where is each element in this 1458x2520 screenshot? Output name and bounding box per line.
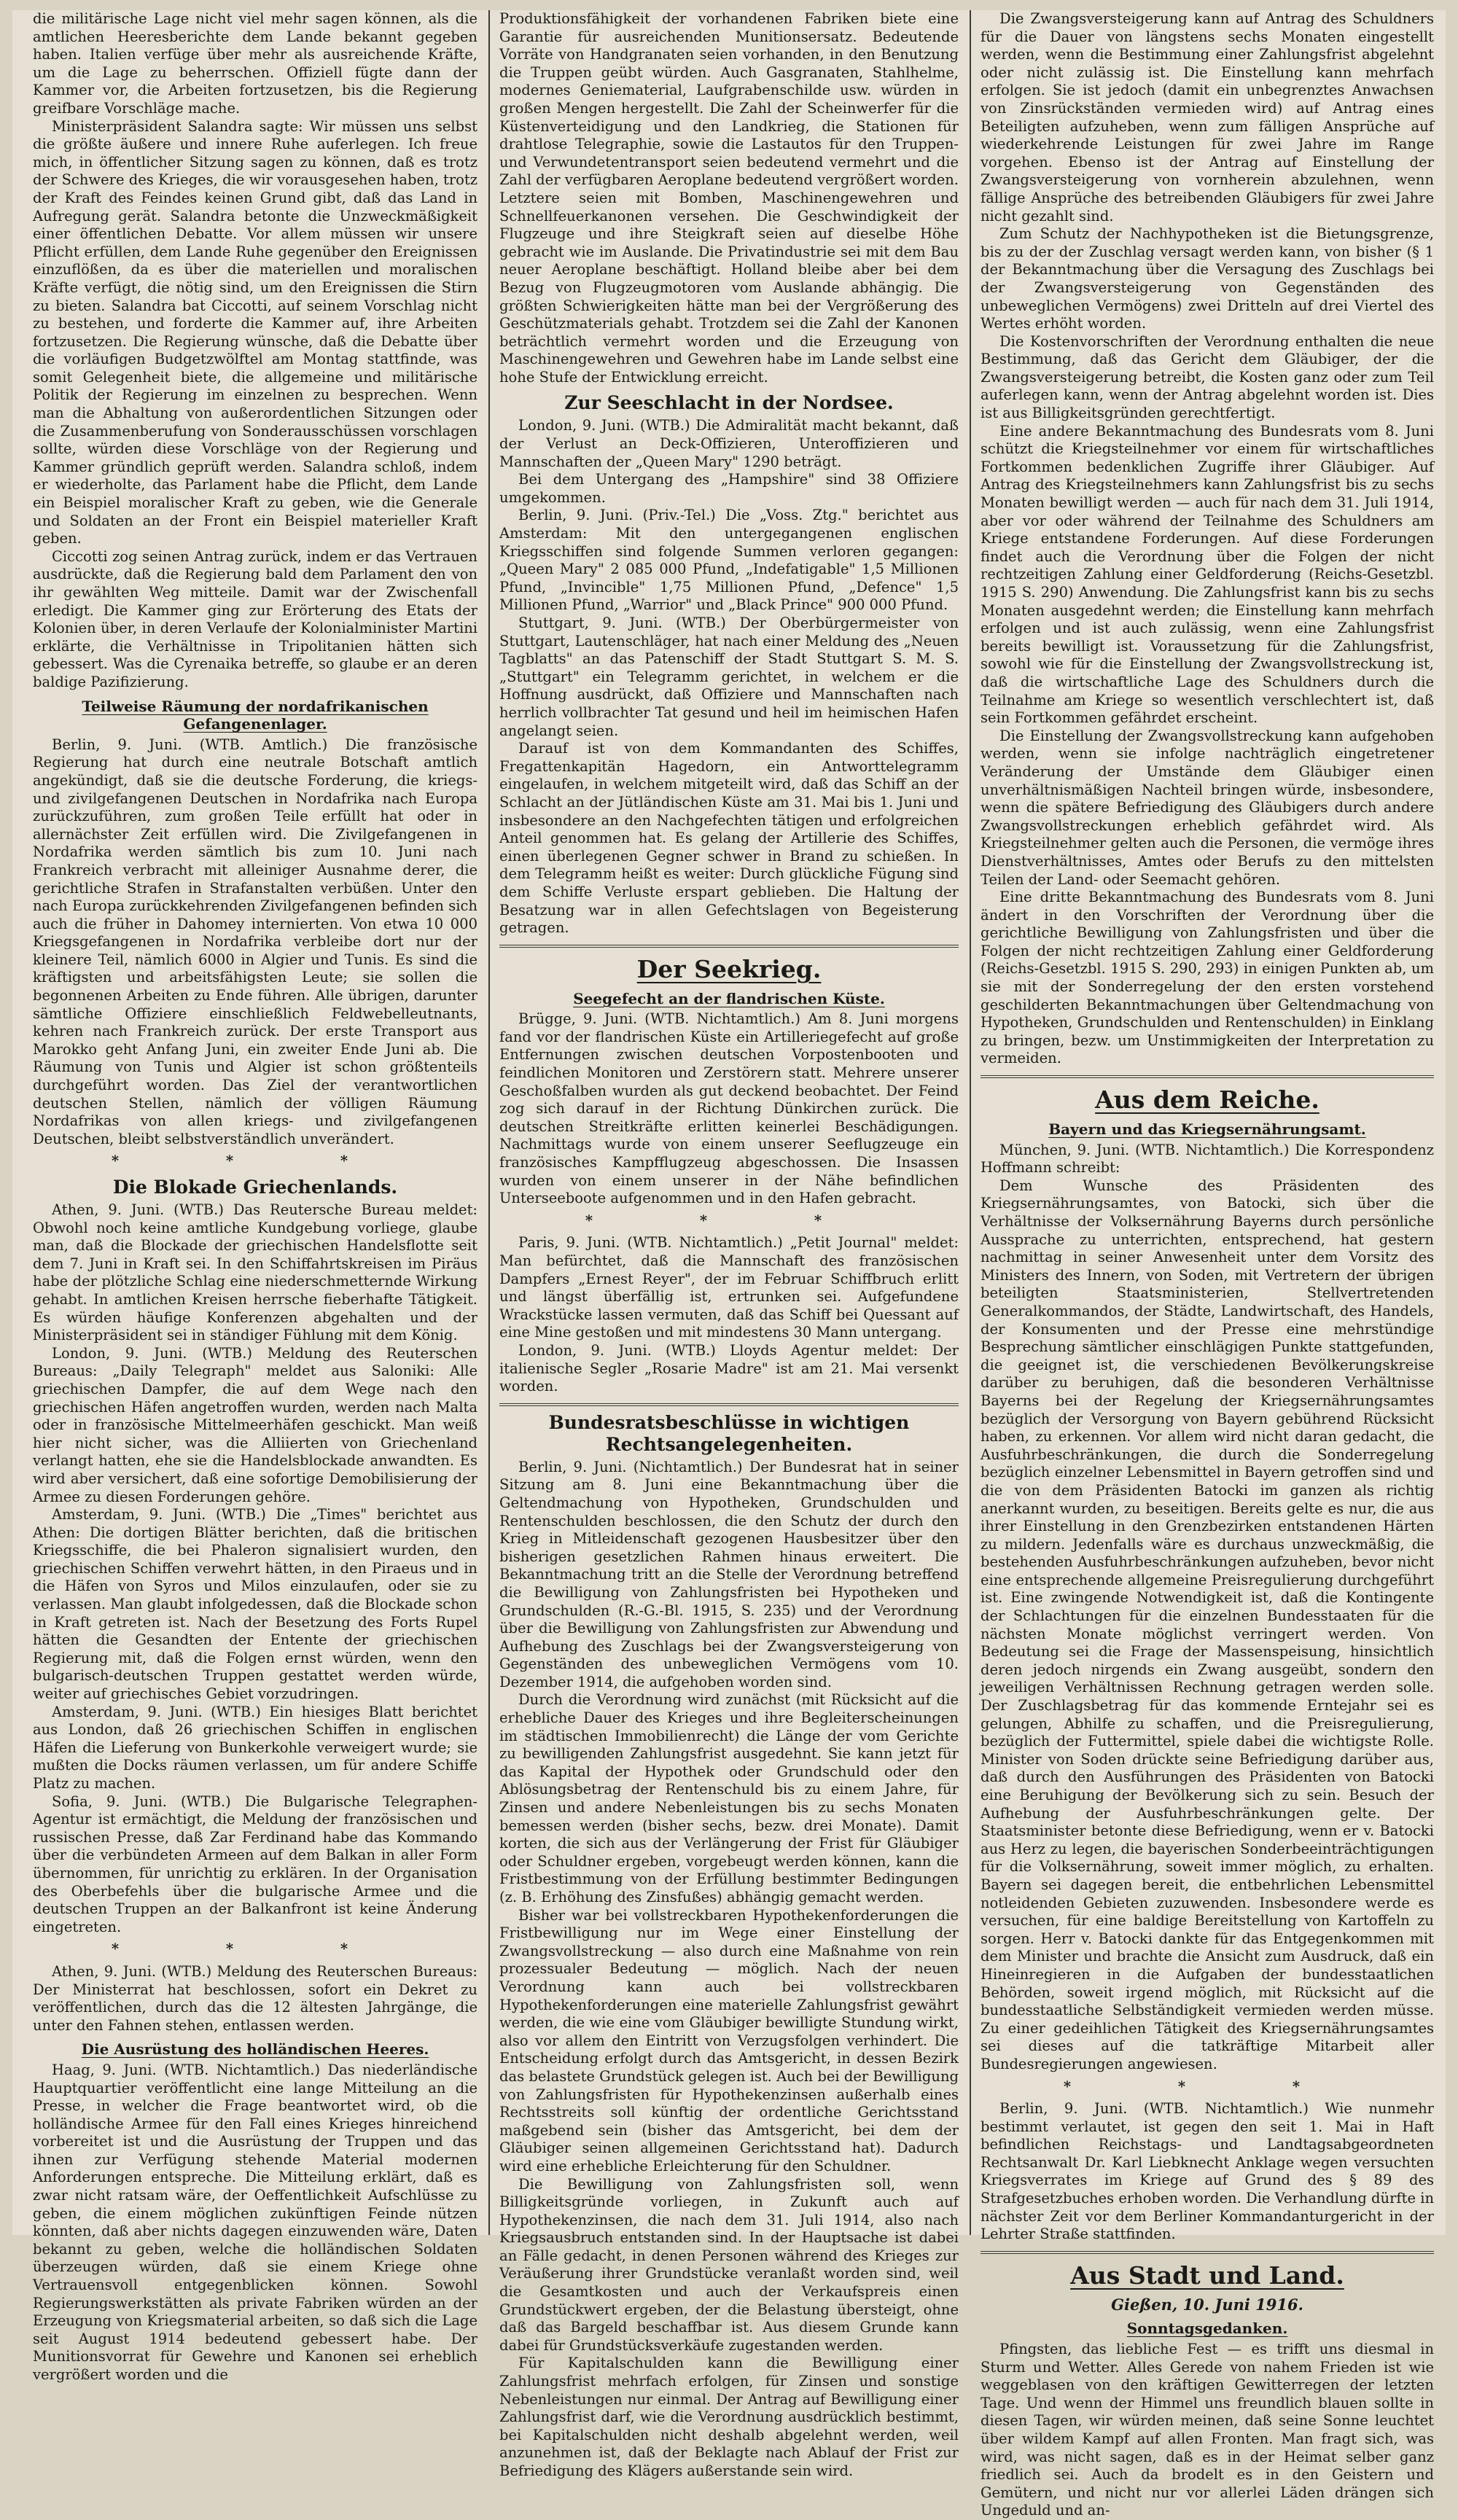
separator-stars: * * * — [585, 1212, 873, 1229]
article-paragraph: Ciccotti zog seinen Antrag zurück, indem er das Vertrauen ausdrückte, daß die Regierung bald dem Parlament den von ihr gewählten Weg mitteile. Damit war der Zwischenfall erledigt. Die Kammer ging zur Erörterung des Etats der Kolonien über, in deren Verlaufe der Kolonialminister Martini erklärte, die Verhältnisse in Tripolitanien hätten sich gebessert. Was die Cyrenaika betreffe, so glaube er an deren baldige Pazifizierung. — [33, 547, 477, 690]
article-paragraph: Die Kostenvorschriften der Verordnung enthalten die neue Bestimmung, daß das Gericht dem Gläubiger, der die Zwangsversteigerung betreibt, die Kosten ganz oder zum Teil auferlegen kann, wenn der Antrag abgelehnt worden ist. Dies ist aus Billigkeitsgründen gerechtfertigt. — [981, 332, 1434, 422]
section-subheading: Bayern und das Kriegsernährungsamt. — [1048, 1120, 1366, 1139]
article-paragraph: Bisher war bei vollstreckbaren Hypothekenforderungen die Fristbewilligung nur im Wege einer Einstellung der Zwangsvollstreckung — also durch eine Maßnahme von rein prozessualer Bedeutung — möglich. Nach der neuen Verordnung kann auch bei vollstreckbaren Hypothekenforderungen eine materielle Zahlungsfrist gewährt werden, die wie eine vom Gläubiger bewilligte Stundung wirkt, also vor allem den Eintritt von Verzugsfolgen verhindert. Die Entscheidung erfolgt durch das Amtsgericht, in dessen Bezirk das belastete Grundstück gelegen ist. Auch bei der Bewilligung von Zahlungsfristen für Hypothekenzinsen außerhalb eines Rechtsstreits soll künftig der ordentliche Gerichtsstand maßgebend sein (bisher das Amtsgericht, bei dem der Gläubiger seinen allgemeinen Gerichtsstand hat). Dadurch wird eine erhebliche Erleichterung für den Schuldner. — [499, 1906, 959, 2174]
article-paragraph: die militärische Lage nicht viel mehr sagen können, als die amtlichen Heeresberichte dem Lande bekannt gegeben haben. Italien verfüge über mehr als ausreichende Kräfte, um die Lage zu beherrschen. Offiziell fügte dann der Kammer vor, die Arbeiten fortzusetzen, bis die Regierung greifbare Vorschläge mache. — [33, 10, 477, 117]
article-paragraph: London, 9. Juni. (WTB.) Meldung des Reuterschen Bureaus: „Daily Telegraph" meldet aus Saloniki: Alle griechischen Dampfer, die auf dem Wege nach den griechischen Häfen angetroffen wurden, werden nach Malta oder in französische Mittelmeerhäfen geschickt. Man weiß hier nicht sicher, was die Alliierten von Griechenland verlangt hatten, ehe sie die Handelsblockade anwandten. Es wird aber versichert, daß eine sofortige Demobilisierung der Armee zu diesen Forderungen gehöre. — [33, 1344, 477, 1505]
section-heading: Die Blokade Griechenlands. — [112, 1177, 398, 1198]
section-subheading: Sonntagsgedanken. — [1126, 2320, 1288, 2338]
article-paragraph: Pfingsten, das liebliche Fest — es trifft uns diesmal in Sturm und Wetter. Alles Gerede von nahem Frieden ist wie weggeblasen von den kräftigen Gewitterregen der letzten Tage. Und wenn der Himmel uns freundlich blauen sollte in diesen Tagen, wir würden meinen, daß seine Sonne leuchtet über wildem Kampf auf allen Fronten. Man fragt sich, was wird, was nicht sagen, daß es in der Heimat selber ganz friedlich sei. Auch da brodelt es in den Geistern und Gemütern, und nicht nur vor allerlei Läden drängen sich Ungeduld und an- — [981, 2341, 1434, 2519]
section-heading: Teilweise Räumung der nordafrikanischen Gefangenenlager. — [82, 697, 429, 733]
column-2 — [499, 10, 959, 2479]
article-paragraph: Berlin, 9. Juni. (WTB. Amtlich.) Die französische Regierung hat durch eine neutrale Botschaft amtlich angekündigt, daß sie die deutsche Forderung, die kriegs- und zivilgefangenen Deutschen in Nordafrika nach Europa zurückzuführen, zum großen Teile erfüllt hat oder in allernächster Zeit erfüllen wird. Die Zivilgefangenen in Nordafrika werden sämtlich bis zum 10. Juni nach Frankreich verbracht mit alleiniger Ausnahme derer, die gerichtliche Strafen in Strafanstalten verbüßen. Unter den nach Europa zurückkehrenden Zivilgefangenen befinden sich auch die früher in Dahomey internierten. Von etwa 10 000 Kriegsgefangenen in Nordafrika verbleibe dort nur der kleinere Teil, nämlich 6000 in Algier und Tunis. Es sind die kräftigsten und arbeitsfähigsten Leute; sie sollen die begonnenen Arbeiten zu Ende führen. Alle übrigen, darunter sämtliche Offiziere einschließlich Feldwebelleutnants, kehren nach Frankreich zurück. Der erste Transport aus Marokko geht Anfang Juni, ein zweiter Ende Juni ab. Die Räumung von Tunis und Algier ist schon größtenteils durchgeführt worden. Das Ziel der verantwortlichen deutschen Stellen, nämlich der völligen Räumung Nordafrikas von allen kriegs- und zivilgefangenen Deutschen, bleibt selbstverständlich unverändert. — [33, 736, 477, 1147]
article-paragraph: Berlin, 9. Juni. (Nichtamtlich.) Der Bundesrat hat in seiner Sitzung am 8. Juni eine Bekanntmachung über die Geltendmachung von Hypotheken, Grundschulden und Rentenschulden beschlossen, die den Schutz der durch den Krieg in Mitleidenschaft gezogenen Hausbesitzer über den bisherigen gesetzlichen Rahmen hinaus erweitert. Die Bekanntmachung tritt an die Stelle der Verordnung betreffend die Bewilligung von Zahlungsfristen bei Hypotheken und Grundschulden (R.-G.-Bl. 1915, S. 235) und der Verordnung über die Bewilligung von Zahlungsfristen zur Abwendung und Aufhebung des Zuschlags bei der Zwangsversteigerung von Gegenständen des unbeweglichen Vermögens vom 10. Dezember 1914, die aufgehoben worden sind. — [499, 1458, 959, 1690]
separator-stars: * * * — [111, 1152, 399, 1170]
separator-stars: * * * — [111, 1940, 399, 1958]
article-paragraph: Brügge, 9. Juni. (WTB. Nichtamtlich.) Am 8. Juni morgens fand vor der flandrischen Küste ein Artilleriegefecht auf große Entfernungen zwischen deutschen Vorpostenbooten und feindlichen Monitoren und Zerstörern statt. Mehrere unserer Geschoßfalben wurden als gut deckend beobachtet. Der Feind zog sich darauf in der Richtung Dünkirchen zurück. Die deutschen Streitkräfte erlitten keinerlei Beschädigungen. Nachmittags wurde von einem unserer Seeflugzeuge ein französisches Kampfflugzeug abgeschossen. Die Insassen wurden von einem unserer in der Nähe befindlichen Unterseeboote aufgenommen und in den Hafen gebracht. — [499, 1010, 959, 1207]
article-paragraph: Eine dritte Bekanntmachung des Bundesrats vom 8. Juni ändert in den Vorschriften der Verordnung über die gerichtliche Bewilligung von Zahlungsfristen und über die Folgen der nicht rechtzeitigen Zahlung einer Geldforderung (Reichs-Gesetzbl. 1915 S. 290, 293) in einigen Punkten ab, um sie mit der Sonderregelung der den ersten vorstehend geschilderten Bekanntmachungen über Geltendmachung von Hypotheken, Grundschulden und Rentenschulden) in Einklang zu bringen, bezw. um Unstimmigkeiten der Interpretation zu vermeiden. — [981, 889, 1434, 1067]
article-paragraph: Die Bewilligung von Zahlungsfristen soll, wenn Billigkeitsgründe vorliegen, in Zukunft auch auf Hypothekenzinsen, die nach dem 31. Juli 1914, also nach Kriegsausbruch entstanden sind. In der Hauptsache ist dabei an Fälle gedacht, in denen Personen während des Krieges zur Veräußerung ihrer Grundstücke veranlaßt worden sind, weil die Gesamtkosten und auch der Verkaufspreis einen Grundstückwert ergeben, der die Belastung übersteigt, ohne daß das Bargeld beschaffbar ist. Aus diesem Grunde kann dabei für Grundstücksverkäufe zugestanden werden. — [499, 2175, 959, 2354]
article-paragraph: London, 9. Juni. (WTB.) Lloyds Agentur meldet: Der italienische Segler „Rosarie Madre" ist am 21. Mai versenkt worden. — [499, 1341, 959, 1395]
section-heading: Bundesratsbeschlüsse in wichtigen Rechtsangelegenheiten. — [548, 1411, 910, 1455]
column-rule — [488, 10, 490, 2235]
article-paragraph: Haag, 9. Juni. (WTB. Nichtamtlich.) Das niederländische Hauptquartier veröffentlicht eine lange Mitteilung an die Presse, in welcher die Frage beantwortet wird, ob die holländische Armee für den Fall eines Krieges hinreichend vorbereitet ist und die Ausrüstung der Truppen und das ihnen zur Verfügung stehende Material modernen Anforderungen entspreche. Die Mitteilung erklärt, daß es zwar nicht ratsam wäre, der Oeffentlichkeit Aufschlüsse zu geben, die einem möglichen zukünftigen Feinde nützen könnten, daß aber nichts dagegen einzuwenden wäre, Daten bekannt zu geben, welche die holländischen Soldaten überzeugen würden, daß sie einem Kriege ohne Vertrauensvoll entgegenblicken können. Sowohl Regierungswerkstätten als private Fabriken würden an der Erzeugung von Kriegsmaterial arbeiten, so daß sich die Lage seit August 1914 bedeutend gebessert habe. Der Munitionsvorrat für Gewehre und Kanonen sei erheblich vergrößert worden und die — [33, 2061, 477, 2383]
article-paragraph: Die Zwangsversteigerung kann auf Antrag des Schuldners für die Dauer von längstens sechs Monaten eingestellt werden, wenn die Bestimmung einer Zahlungsfrist abgelehnt oder nicht zulässig ist. Die Einstellung kann mehrfach erfolgen. Sie ist jedoch (damit ein unbegrenztes Anwachsen von Zinsrückständen vermieden wird) auf Antrag eines Beteiligten aufzuheben, wenn zum fälligen Ansprüche auf wiederkehrende Leistungen für zwei Jahre im Range vorgehen. Ebenso ist der Antrag auf Einstellung der Zwangsversteigerung von vornherein abzulehnen, wenn fällige Ansprüche des betreibenden Gläubigers für zwei Jahre nicht gezahlt sind. — [981, 10, 1434, 225]
article-paragraph: Darauf ist von dem Kommandanten des Schiffes, Fregattenkapitän Hagedorn, ein Antworttelegramm eingelaufen, in welchem mitgeteilt wird, daß das Schiff an der Schlacht an der Jütländischen Küste am 31. Mai bis 1. Juni und insbesondere an den Nachgefechten tätigen und erfolgreichen Anteil genommen hat. Es gelang der Artillerie des Schiffes, einen überlegenen Gegner schwer in Brand zu schießen. In dem Telegramm heißt es weiter: Durch glückliche Fügung sind dem Schiffe Verluste erspart geblieben. Die Haltung der Besatzung war in allen Gefechtslagen von Begeisterung getragen. — [499, 740, 959, 937]
divider — [499, 945, 959, 948]
article-paragraph: Eine andere Bekanntmachung des Bundesrats vom 8. Juni schützt die Kriegsteilnehmer vor einem für wirtschaftliches Fortkommen bedenklichen Zugriffe ihrer Gläubiger. Auf Antrag des Kriegsteilnehmers kann Zahlungsfrist bis zu sechs Monaten bewilligt werden — auch für nach dem 31. Juli 1914, aber vor oder während der Teilnahme des Schuldners am Kriege entstandene Forderungen. Auf diese Forderungen findet auch die Verordnung über die Folgen der nicht rechtzeitigen Zahlung einer Geldforderung (Reichs-Gesetzbl. 1915 S. 290) Anwendung. Die Zahlungsfrist kann bis zu sechs Monaten ausgedehnt werden; die Einstellung kann mehrfach erfolgen und ist auch zulässig, wenn eine Zahlungsfrist bereits bewilligt ist. Voraussetzung für die Zahlungsfrist, sowohl wie für die Einstellung der Zwangsvollstreckung ist, daß die wirtschaftliche Lage des Schuldners durch die Teilnahme am Kriege so wesentlich verschlechtert ist, daß sein Fortkommen gefährdet erscheint. — [981, 422, 1434, 727]
column-3 — [981, 10, 1434, 2519]
article-paragraph: Sofia, 9. Juni. (WTB.) Die Bulgarische Telegraphen-Agentur ist ermächtigt, die Meldung der französischen und russischen Presse, daß Zar Ferdinand habe das Kommando über die verbündeten Armeen auf dem Balkan in aller Form übernommen, für unrichtig zu erklären. In der Organisation des Oberbefehls über die bulgarische Armee und die deutschen Truppen an der Balkanfront ist keine Änderung eingetreten. — [33, 1793, 477, 1935]
article-paragraph: Dem Wunsche des Präsidenten des Kriegsernährungsamtes, von Batocki, sich über die Verhältnisse der Volksernährung Bayerns durch persönliche Aussprache zu unterrichten, entsprechend, hat gestern nachmittag in seiner Anwesenheit unter dem Vorsitz des Ministers des Innern, von Soden, mit Vertretern der übrigen beteiligten Staatsministerien, Stellvertretenden Generalkommandos, der Städte, Landwirtschaft, des Handels, der Konsumenten und der Presse eine mehrstündige Besprechung sämtlicher einschlägigen Punkte stattgefunden, die geeignet ist, die verschiedenen Bevölkerungskreise darüber zu beruhigen, daß die besonderen Verhältnisse Bayerns bei der Regelung der Kriegsernährungsamtes bezüglich der Versorgung von Bayern gebührend Rücksicht haben, zu erkennen. Vor allem wird nicht daran gedacht, die Ausfuhrbeschränkungen, die durch die Sonderregelung bezüglich einzelner Lebensmittel in Bayern getroffen sind und die von dem Präsidenten Batocki im ganzen als richtig anerkannt wurden, zu beseitigen. Bereits gelte es nur, die aus ihrer Einstellung in den Grenzbezirken entstandenen Härten zu mildern. Jedenfalls wäre es durchaus unzweckmäßig, die bestehenden Ausfuhrbeschränkungen aufzuheben, bevor nicht eine entsprechende allgemeine Preisregulierung durchgeführt ist. Eine zwingende Notwendigkeit ist, daß die Kontingente der Schlachtungen für die einzelnen Bundesstaaten für die nächsten Monate möglichst verringert werden. Von Bedeutung sei die Frage der Massenspeisung, hinsichtlich deren jedoch nirgends ein Zwang ausgeübt, sondern den jeweiligen Verhältnissen Rechnung getragen werden solle. Der Zuschlagsbetrag für das kommende Erntejahr sei es gelungen, Abhilfe zu schaffen, und die Preisregulierung, bezüglich der Futtermittel, spiele dabei die wichtigste Rolle. Minister von Soden drückte seine Befriedigung darüber aus, daß durch den Ausführungen des Präsidenten von Batocki eine Beruhigung der Bevölkerung sich zu sein. Besuch der Aufhebung der Ausfuhrbeschränkungen gelte. Der Staatsminister betonte diese Befriedigung, wenn er v. Batocki aus Herz zu legen, die bayerischen Sonderbeeinträchtigungen für die Volksernährung, soweit immer möglich, zu erhalten. Bayern sei dagegen bereit, die entbehrlichen Lebensmittel notleidenden Gebieten zuzuwenden. Insbesondere werde es versuchen, für eine baldige Bereitstellung von Kartoffeln zu sorgen. Herr v. Batocki dankte für das Entgegenkommen mit dem Minister und brachte die Ansicht zum Ausdruck, daß ein Hineinregieren in die Aufgaben der bundesstaatlichen Behörden, soweit irgend möglich, mit Rücksicht auf die bundesstaatliche Selbständigkeit vermieden werden müsse. Zu einer gedeihlichen Tätigkeit des Kriegsernährungsamtes sei dieses auf die tatkräftige Mitarbeit aller Bundesregierungen angewiesen. — [981, 1177, 1434, 2072]
section-heading: Aus dem Reiche. — [1095, 1085, 1319, 1115]
article-paragraph: Bei dem Untergang des „Hampshire" sind 38 Offiziere umgekommen. — [499, 471, 959, 506]
article-paragraph: Athen, 9. Juni. (WTB.) Das Reutersche Bureau meldet: Obwohl noch keine amtliche Kundgebung vorliege, glaube man, daß die Blockade der griechischen Handelsflotte seit dem 7. Juni in Kraft sei. In den Schiffahrtskreisen im Piräus habe der plötzliche Schlag eine niederschmetternde Wirkung gehabt. In amtlichen Kreisen herrsche fieberhafte Tätigkeit. Es würden häufige Konferenzen abgehalten und der Ministerpräsident sei in ständiger Fühlung mit dem König. — [33, 1201, 477, 1344]
article-paragraph: Athen, 9. Juni. (WTB.) Meldung des Reuterschen Bureaus: Der Ministerrat hat beschlossen, sofort ein Dekret zu veröffentlichen, durch das die 12 ältesten Jahrgänge, die unter den Fahnen stehen, entlassen werden. — [33, 1962, 477, 2034]
section-heading: Aus Stadt und Land. — [1070, 2260, 1344, 2290]
article-paragraph: Die Einstellung der Zwangsvollstreckung kann aufgehoben werden, wenn sie infolge nachträglich eingetretener Veränderung der Umstände dem Gläubiger einen unverhältnismäßigen Nachteil bringen würde, insbesondere, wenn die spätere Befriedigung des Gläubigers durch andere Zwangsvollstreckungen erheblich gefährdet wird. Als Kriegsteilnehmer gelten auch die Personen, die vermöge ihres Dienstverhältnisses, Amtes oder Berufs zu den mittelsten Teilen der Land- oder Seemacht gehören. — [981, 727, 1434, 888]
separator-stars: * * * — [1063, 2078, 1352, 2095]
article-paragraph: Paris, 9. Juni. (WTB. Nichtamtlich.) „Petit Journal" meldet: Man befürchtet, daß die Mannschaft des französischen Dampfers „Ernest Reyer", der im Februar Schiffbruch erlitt und längst überfällig ist, ertrunken sei. Aufgefundene Wrackstücke lassen vermuten, daß das Schiff bei Quessant auf eine Mine gestoßen und mit mindestens 30 Mann untergang. — [499, 1234, 959, 1341]
article-paragraph: Berlin, 9. Juni. (WTB. Nichtamtlich.) Wie nunmehr bestimmt verlautet, ist gegen den seit 1. Mai in Haft befindlichen Reichstags- und Landtagsabgeordneten Rechtsanwalt Dr. Karl Liebknecht Anklage wegen versuchten Kriegsverrates im Kriege auf Grund des § 89 des Strafgesetzbuches erhoben worden. Die Verhandlung dürfte in nächster Zeit vor dem Berliner Kommandanturgericht in der Lehrter Straße stattfinden. — [981, 2100, 1434, 2243]
article-paragraph: München, 9. Juni. (WTB. Nichtamtlich.) Die Korrespondenz Hoffmann schreibt: — [981, 1141, 1434, 1177]
article-paragraph: Für Kapitalschulden kann die Bewilligung einer Zahlungsfrist mehrfach erfolgen, für Zinsen und sonstige Nebenleistungen nur einmal. Der Antrag auf Bewilligung einer Zahlungsfrist darf, wie die Verordnung ausdrücklich bestimmt, bei Kapitalschulden nicht deshalb abgelehnt werden, weil anzunehmen ist, daß der Beklagte nach Ablauf der Frist zur Befriedigung des Klägers außerstande sein wird. — [499, 2355, 959, 2479]
section-heading: Zur Seeschlacht in der Nordsee. — [564, 392, 894, 414]
article-paragraph: Amsterdam, 9. Juni. (WTB.) Ein hiesiges Blatt berichtet aus London, daß 26 griechischen Schiffen in englischen Häfen die Lieferung von Bunkerkohle verweigert wurde; sie mußten die Docks räumen verlassen, um für andere Schiffe Platz zu machen. — [33, 1703, 477, 1792]
section-subheading: Seegefecht an der flandrischen Küste. — [573, 989, 885, 1007]
dateline: Gießen, 10. Juni 1916. — [1111, 2295, 1303, 2314]
section-heading: Der Seekrieg. — [636, 954, 822, 983]
article-paragraph: Berlin, 9. Juni. (Priv.-Tel.) Die „Voss. Ztg." berichtet aus Amsterdam: Mit den untergegangenen englischen Kriegsschiffen sind folgende Summen verloren gegangen: „Queen Mary" 2 085 000 Pfund, „Indefatigable" 1,5 Millionen Pfund, „Invincible" 1,75 Millionen Pfund, „Defence" 1,5 Millionen Pfund, „Warrior" und „Black Prince" 900 000 Pfund. — [499, 507, 959, 614]
article-paragraph: London, 9. Juni. (WTB.) Die Admiralität macht bekannt, daß der Verlust an Deck-Offizieren, Unteroffizieren und Mannschaften der „Queen Mary" 1290 beträgt. — [499, 417, 959, 470]
article-paragraph: Zum Schutz der Nachhypotheken ist die Bietungsgrenze, bis zu der der Zuschlag versagt werden kann, von bisher (§ 1 der Bekanntmachung über die Versagung des Zuschlags bei der Zwangsversteigerung von Gegenständen des unbeweglichen Vermögens) zwei Dritteln auf drei Viertel des Wertes erhöht worden. — [981, 225, 1434, 332]
divider — [981, 1075, 1434, 1078]
article-paragraph: Produktionsfähigkeit der vorhandenen Fabriken biete eine Garantie für ausreichenden Munitionsersatz. Bedeutende Vorräte von Handgranaten seien vorhanden, in den Benutzung die Truppen geübt würden. Auch Gasgranaten, Stahlhelme, modernes Geniematerial, Laufgrabenschilde usw. würden in großen Mengen hergestellt. Die Zahl der Scheinwerfer für die Küstenverteidigung und den Landkrieg, die Stationen für drahtlose Telegraphie, sowie die Lastautos für den Truppen- und Verwundetentransport seien bedeutend vermehrt und die Zahl der verfügbaren Aeroplane bedeutend vergrößert worden. Letztere seien mit Bomben, Maschinengewehren und Schnellfeuerkanonen versehen. Die Geschwindigkeit der Flugzeuge und ihre Steigkraft seien auf dieselbe Höhe gebracht wie im Auslande. Die Privatindustrie sei mit dem Bau neuer Aeroplane beschäftigt. Holland bleibe aber bei dem Bezug von Flugzeugmotoren vom Auslande abhängig. Die größten Schwierigkeiten hätte man bei der Vergrößerung des Geschützmaterials gehabt. Trotzdem sei die Zahl der Kanonen beträchtlich vermehrt worden und die Erzeugung von Maschinengewehren und Gewehren habe im Lande selbst eine hohe Stufe der Entwicklung erreicht. — [499, 10, 959, 386]
article-paragraph: Ministerpräsident Salandra sagte: Wir müssen uns selbst die größte äußere und innere Ruhe auferlegen. Ich freue mich, in öffentlicher Sitzung sagen zu können, daß es trotz der Schwere des Krieges, die wir vorausgesehen haben, trotz der Kraft des Feindes keinen Grund gibt, daß das Land in Aufregung gerät. Salandra betonte die Unzweckmäßigkeit einer öffentlichen Debatte. Vor allem müssen wir unsere Pflicht erfüllen, dem Lande Ruhe gegenüber den Ereignissen einzuflößen, da es über die materiellen und moralischen Kräfte verfügt, die nötig sind, um den Ereignissen die Stirn zu bieten. Salandra bat Ciccotti, auf seinem Vorschlag nicht zu bestehen, und forderte die Kammer auf, ihre Arbeiten fortzusetzen. Die Regierung wünsche, daß die Debatte über die vorläufigen Budgetzwölftel am Montag stattfinde, was somit Gelegenheit biete, die allgemeine und militärische Politik der Regierung im einzelnen zu besprechen. Wenn man die Abhaltung von außerordentlichen Sitzungen oder die Zusammenberufung von Sonderausschüssen vorschlagen sollte, würden diese Vorschläge von der Regierung und Kammer gründlich geprüft werden. Salandra schloß, indem er wiederholte, das Parlament habe die Pflicht, dem Lande ein Beispiel moralischer Kraft zu geben, wie die Generale und Soldaten an der Front ein Beispiel materieller Kraft geben. — [33, 117, 477, 547]
article-paragraph: Stuttgart, 9. Juni. (WTB.) Der Oberbürgermeister von Stuttgart, Lautenschläger, hat nach einer Meldung des „Neuen Tagblatts" an das Patenschiff der Stadt Stuttgart S. M. S. „Stuttgart" ein Telegramm gerichtet, in welchem er die Hoffnung ausdrückt, daß Offiziere und Mannschaften nach herrlich vollbrachter Tat gesund und heil im heimischen Hafen angelangt seien. — [499, 615, 959, 739]
article-paragraph: Amsterdam, 9. Juni. (WTB.) Die „Times" berichtet aus Athen: Die dortigen Blätter berichten, daß die britischen Kriegsschiffe, die bei Phaleron signalisiert wurden, den griechischen Schiffen verwehrt hätten, in den Piraeus und in die Häfen von Syros und Milos einzulaufen, oder sie zu verlassen. Man glaubt infolgedessen, daß die Blockade schon in Kraft getreten ist. Nach der Besetzung des Forts Rupel hätten die Gesandten der Entente der griechischen Regierung mit, daß die Folgen ernst würden, wenn den bulgarisch-deutschen Truppen gestattet werden würde, weiter auf griechisches Gebiet vorzudringen. — [33, 1506, 477, 1703]
divider — [981, 2251, 1434, 2254]
column-1 — [33, 10, 477, 2383]
newspaper-page — [12, 10, 1446, 2519]
column-rule — [970, 10, 971, 2235]
article-paragraph: Durch die Verordnung wird zunächst (mit Rücksicht auf die erhebliche Dauer des Krieges und ihre Begleiterscheinungen im städtischen Immobilienrecht) die Länge der vom Gerichte zu bewilligenden Zahlungsfrist ausgedehnt. Sie kann jetzt für das Kapital der Hypothek oder Grundschuld oder den Ablösungsbetrag der Rentenschuld bis zu einem Jahre, für Zinsen und andere Nebenleistungen bis zu sechs Monaten bemessen werden (bisher sechs, bezw. drei Monate). Damit korten, die sich aus der Verlängerung der Frist für Gläubiger oder Schuldner ergeben, vorgebeugt werden können, kann die Fristbestimmung von der Erfüllung bestimmter Bedingungen (z. B. Erhöhung des Zinsfußes) abhängig gemacht werden. — [499, 1691, 959, 1905]
section-heading: Die Ausrüstung des holländischen Heeres. — [81, 2040, 429, 2059]
divider — [499, 1403, 959, 1406]
